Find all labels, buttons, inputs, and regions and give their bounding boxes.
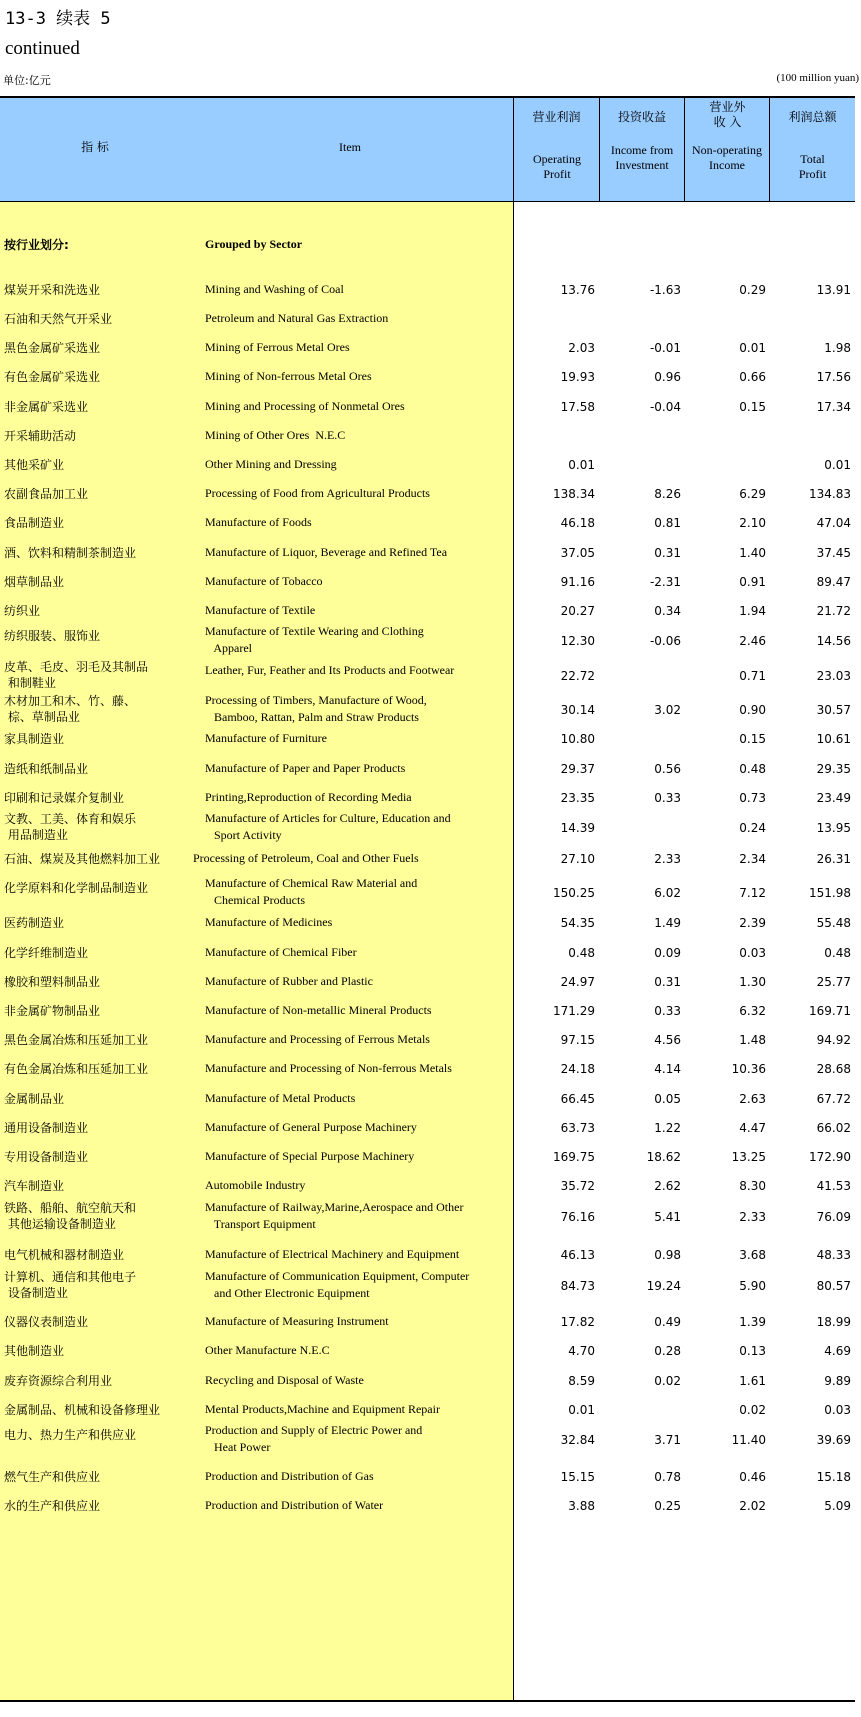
row-label-cn: 仪器仪表制造业 xyxy=(4,1315,89,1329)
row-label-cn: 水的生产和供应业 xyxy=(4,1499,101,1513)
value-cell: 18.99 xyxy=(816,1315,851,1329)
row-label-cn: 非金属矿采选业 xyxy=(4,400,89,414)
value-cell: 18.62 xyxy=(646,1150,681,1164)
row-label-cn: 黑色金属冶炼和压延加工业 xyxy=(4,1033,149,1047)
row-label-cn: 石油和天然气开采业 xyxy=(4,312,113,326)
row-label-cn: 计算机、通信和其他电子 设备制造业 xyxy=(4,1270,137,1300)
row-label-en: Processing of Petroleum, Coal and Other Fuels xyxy=(193,851,419,865)
value-cell: 0.02 xyxy=(654,1374,681,1388)
header-investment-income-en: Income from Investment xyxy=(610,143,674,172)
value-cell: 1.40 xyxy=(739,546,766,560)
row-label-en: Other Manufacture N.E.C xyxy=(205,1343,330,1357)
value-cell: 6.29 xyxy=(739,487,766,501)
value-cell: 4.14 xyxy=(654,1062,681,1076)
section-label-cn: 按行业划分: xyxy=(4,238,69,252)
row-label-en: Manufacture of Paper and Paper Products xyxy=(205,761,406,775)
row-label-en: Manufacture of Rubber and Plastic xyxy=(205,974,373,988)
value-cell: 2.34 xyxy=(739,852,766,866)
value-cell: 2.03 xyxy=(568,341,595,355)
value-cell: 2.39 xyxy=(739,916,766,930)
value-cell: 17.58 xyxy=(560,400,595,414)
value-cell: 138.34 xyxy=(553,487,595,501)
value-cell: 0.01 xyxy=(739,341,766,355)
row-label-cn: 皮革、毛皮、羽毛及其制品 和制鞋业 xyxy=(4,660,149,690)
value-cell: 0.01 xyxy=(568,1403,595,1417)
value-cell: 24.97 xyxy=(560,975,595,989)
value-cell: 63.73 xyxy=(560,1121,595,1135)
value-cell: 13.91 xyxy=(816,283,851,297)
value-cell: 10.61 xyxy=(816,732,851,746)
row-label-en: Manufacture of Chemical Raw Material and Chemical Products xyxy=(205,876,418,907)
value-cell: 1.22 xyxy=(654,1121,681,1135)
value-cell: 4.69 xyxy=(824,1344,851,1358)
value-cell: 171.29 xyxy=(553,1004,595,1018)
value-cell: 1.30 xyxy=(739,975,766,989)
value-cell: 3.71 xyxy=(654,1433,681,1447)
table-title: 13-3 续表 5 xyxy=(5,9,111,29)
row-label-en: Manufacture of Communication Equipment, Computer and Other Electronic Equipment xyxy=(205,1269,470,1300)
value-cell: 9.89 xyxy=(824,1374,851,1388)
row-label-en: Manufacture of Tobacco xyxy=(205,574,323,588)
row-label-en: Mining of Ferrous Metal Ores xyxy=(205,340,350,354)
value-cell: 22.72 xyxy=(560,669,595,683)
value-cell: 0.48 xyxy=(824,946,851,960)
value-cell: 11.40 xyxy=(731,1433,766,1447)
value-cell: 0.15 xyxy=(739,732,766,746)
value-cell: 67.72 xyxy=(816,1092,851,1106)
value-cell: 76.09 xyxy=(816,1210,851,1224)
value-cell: 0.24 xyxy=(739,821,766,835)
row-label-cn: 燃气生产和供应业 xyxy=(4,1470,101,1484)
value-cell: 0.33 xyxy=(654,1004,681,1018)
value-cell: 2.62 xyxy=(654,1179,681,1193)
value-cell: 84.73 xyxy=(560,1279,595,1293)
value-cell: 66.45 xyxy=(560,1092,595,1106)
table-row xyxy=(0,541,855,573)
value-cell: 0.01 xyxy=(568,458,595,472)
row-label-cn: 化学原料和化学制品制造业 xyxy=(4,881,149,895)
value-cell: 8.30 xyxy=(739,1179,766,1193)
value-cell: 15.15 xyxy=(560,1470,595,1484)
value-cell: 0.34 xyxy=(654,604,681,618)
value-cell: 0.46 xyxy=(739,1470,766,1484)
row-label-cn: 电气机械和器材制造业 xyxy=(4,1248,125,1262)
row-label-cn: 农副食品加工业 xyxy=(4,487,89,501)
row-label-en: Manufacture and Processing of Non-ferrous Metals xyxy=(205,1061,452,1075)
table-row xyxy=(0,395,855,427)
table-row xyxy=(0,1269,855,1309)
row-label-en: Recycling and Disposal of Waste xyxy=(205,1373,364,1387)
row-label-cn: 开采辅助活动 xyxy=(4,429,77,443)
value-cell: 0.48 xyxy=(568,946,595,960)
value-cell: 23.03 xyxy=(816,669,851,683)
value-cell: 2.33 xyxy=(739,1210,766,1224)
row-label-en: Leather, Fur, Feather and Its Products and Footwear xyxy=(205,663,455,677)
value-cell: 0.56 xyxy=(654,762,681,776)
unit-label-en: (100 million yuan) xyxy=(776,72,859,84)
unit-label-cn: 单位:亿元 xyxy=(3,74,51,87)
value-cell: 0.25 xyxy=(654,1499,681,1513)
value-cell: 1.61 xyxy=(739,1374,766,1388)
value-cell: 2.33 xyxy=(654,852,681,866)
table-row xyxy=(0,1339,855,1371)
value-cell: 4.70 xyxy=(568,1344,595,1358)
value-cell: 6.32 xyxy=(739,1004,766,1018)
table-row xyxy=(0,1145,855,1177)
value-cell: 1.98 xyxy=(824,341,851,355)
value-cell: 0.05 xyxy=(654,1092,681,1106)
value-cell: -2.31 xyxy=(649,575,681,589)
value-cell: 4.56 xyxy=(654,1033,681,1047)
value-cell: 8.26 xyxy=(654,487,681,501)
table-row xyxy=(0,278,855,310)
value-cell: 1.49 xyxy=(654,916,681,930)
table-row xyxy=(0,1310,855,1342)
value-cell: 6.02 xyxy=(654,886,681,900)
table-row xyxy=(0,1116,855,1148)
table-row xyxy=(0,1494,855,1526)
row-label-en: Manufacture of Special Purpose Machinery xyxy=(205,1149,415,1163)
value-cell: 0.96 xyxy=(654,370,681,384)
row-label-cn: 其他采矿业 xyxy=(4,458,65,472)
value-cell: 41.53 xyxy=(816,1179,851,1193)
value-cell: 26.31 xyxy=(816,852,851,866)
value-cell: 169.71 xyxy=(809,1004,851,1018)
value-cell: 0.03 xyxy=(739,946,766,960)
row-label-en: Manufacture of Chemical Fiber xyxy=(205,945,357,959)
value-cell: -0.06 xyxy=(649,634,681,648)
row-label-cn: 烟草制品业 xyxy=(4,575,65,589)
value-cell: 80.57 xyxy=(816,1279,851,1293)
header-rule xyxy=(0,201,855,202)
table-row xyxy=(0,570,855,602)
value-cell: 27.10 xyxy=(560,852,595,866)
row-label-cn: 有色金属冶炼和压延加工业 xyxy=(4,1062,149,1076)
value-cell: 20.27 xyxy=(560,604,595,618)
value-cell: 134.83 xyxy=(809,487,851,501)
value-cell: 14.39 xyxy=(560,821,595,835)
row-label-en: Automobile Industry xyxy=(205,1178,306,1192)
table-subtitle: continued xyxy=(5,38,80,59)
table-row xyxy=(0,1423,855,1463)
row-label-cn: 煤炭开采和洗选业 xyxy=(4,283,101,297)
row-label-en: Processing of Timbers, Manufacture of Wood, Bamboo, Rattan, Palm and Straw Products xyxy=(205,693,427,724)
row-label-cn: 其他制造业 xyxy=(4,1344,65,1358)
row-label-cn: 金属制品、机械和设备修理业 xyxy=(4,1403,161,1417)
row-label-en: Manufacture of Textile Wearing and Clothing Apparel xyxy=(205,624,424,655)
value-cell: 0.91 xyxy=(739,575,766,589)
value-cell: 0.71 xyxy=(739,669,766,683)
row-label-cn: 木材加工和木、竹、藤、 棕、草制品业 xyxy=(4,694,137,724)
value-cell: 0.49 xyxy=(654,1315,681,1329)
table-row xyxy=(0,999,855,1031)
table-row xyxy=(0,511,855,543)
row-label-en: Printing,Reproduction of Recording Media xyxy=(205,790,412,804)
row-label-cn: 纺织服装、服饰业 xyxy=(4,629,101,643)
value-cell: 8.59 xyxy=(568,1374,595,1388)
table-row xyxy=(0,424,855,456)
value-cell: 172.90 xyxy=(809,1150,851,1164)
top-rule xyxy=(0,96,855,98)
row-label-en: Manufacture of Articles for Culture, Education and Sport Activity xyxy=(205,811,451,842)
header-total-profit-cn: 利润总额 xyxy=(788,110,837,124)
value-cell: 55.48 xyxy=(816,916,851,930)
value-cell: 54.35 xyxy=(560,916,595,930)
row-label-cn: 橡胶和塑料制品业 xyxy=(4,975,101,989)
header-non-operating-income-cn: 营业外 收 入 xyxy=(709,100,746,129)
header-non-operating-income-en: Non-operating Income xyxy=(692,143,762,172)
row-label-cn: 食品制造业 xyxy=(4,516,65,530)
value-cell: 37.05 xyxy=(560,546,595,560)
row-label-en: Manufacture of Textile xyxy=(205,603,316,617)
table-row xyxy=(0,482,855,514)
row-label-en: Manufacture of Electrical Machinery and Equipment xyxy=(205,1247,460,1261)
value-cell: 46.13 xyxy=(560,1248,595,1262)
row-label-en: Manufacture of Medicines xyxy=(205,915,333,929)
value-cell: 0.73 xyxy=(739,791,766,805)
value-cell: 15.18 xyxy=(816,1470,851,1484)
value-cell: 30.14 xyxy=(560,703,595,717)
value-cell: -0.01 xyxy=(649,341,681,355)
value-cell: 0.01 xyxy=(824,458,851,472)
value-cell: 19.24 xyxy=(646,1279,681,1293)
row-label-cn: 造纸和纸制品业 xyxy=(4,762,89,776)
value-cell: 1.94 xyxy=(739,604,766,618)
row-label-en: Production and Supply of Electric Power and Heat Power xyxy=(205,1423,423,1454)
value-cell: 0.02 xyxy=(739,1403,766,1417)
value-cell: 1.39 xyxy=(739,1315,766,1329)
bottom-rule xyxy=(0,1700,855,1702)
value-cell: 30.57 xyxy=(816,703,851,717)
row-label-en: Manufacture of Measuring Instrument xyxy=(205,1314,389,1328)
value-cell: 47.04 xyxy=(816,516,851,530)
table-row xyxy=(0,307,855,339)
value-cell: 0.66 xyxy=(739,370,766,384)
value-cell: 28.68 xyxy=(816,1062,851,1076)
table-row xyxy=(0,911,855,943)
row-label-en: Manufacture of Foods xyxy=(205,515,312,529)
row-label-en: Mental Products,Machine and Equipment Repair xyxy=(205,1402,440,1416)
row-label-cn: 电力、热力生产和供应业 xyxy=(4,1428,137,1442)
value-cell: 17.56 xyxy=(816,370,851,384)
value-cell: 19.93 xyxy=(560,370,595,384)
row-label-cn: 汽车制造业 xyxy=(4,1179,65,1193)
row-label-en: Manufacture of General Purpose Machinery xyxy=(205,1120,417,1134)
table-row xyxy=(0,757,855,789)
row-label-cn: 通用设备制造业 xyxy=(4,1121,89,1135)
row-label-cn: 纺织业 xyxy=(4,604,41,618)
row-label-en: Manufacture of Liquor, Beverage and Refined Tea xyxy=(205,545,448,559)
table-row xyxy=(0,1087,855,1119)
table-row xyxy=(0,624,855,664)
row-label-en: Mining and Processing of Nonmetal Ores xyxy=(205,399,405,413)
row-label-cn: 黑色金属矿采选业 xyxy=(4,341,101,355)
value-cell: 2.63 xyxy=(739,1092,766,1106)
value-cell: 24.18 xyxy=(560,1062,595,1076)
value-cell: 39.69 xyxy=(816,1433,851,1447)
value-cell: 46.18 xyxy=(560,516,595,530)
value-cell: 5.09 xyxy=(824,1499,851,1513)
value-cell: 0.09 xyxy=(654,946,681,960)
value-cell: 13.25 xyxy=(731,1150,766,1164)
value-cell: 10.80 xyxy=(560,732,595,746)
header-item-en: Item xyxy=(339,140,361,154)
value-cell: 17.34 xyxy=(816,400,851,414)
section-row xyxy=(0,236,855,256)
value-cell: 4.47 xyxy=(739,1121,766,1135)
table-row xyxy=(0,1200,855,1240)
value-cell: 37.45 xyxy=(816,546,851,560)
value-cell: 0.98 xyxy=(654,1248,681,1262)
value-cell: -1.63 xyxy=(649,283,681,297)
value-cell: 89.47 xyxy=(816,575,851,589)
value-cell: 17.82 xyxy=(560,1315,595,1329)
value-cell: 91.16 xyxy=(560,575,595,589)
row-label-en: Production and Distribution of Water xyxy=(205,1498,384,1512)
row-label-en: Manufacture and Processing of Ferrous Metals xyxy=(205,1032,430,1046)
value-cell: 5.41 xyxy=(654,1210,681,1224)
row-label-en: Mining and Washing of Coal xyxy=(205,282,344,296)
header-operating-profit-cn: 营业利润 xyxy=(532,110,581,124)
table-row xyxy=(0,365,855,397)
row-label-cn: 家具制造业 xyxy=(4,732,65,746)
value-cell: 3.68 xyxy=(739,1248,766,1262)
row-label-cn: 医药制造业 xyxy=(4,916,65,930)
value-cell: 3.88 xyxy=(568,1499,595,1513)
table-row xyxy=(0,1369,855,1401)
row-label-cn: 石油、煤炭及其他燃料加工业 xyxy=(4,852,161,866)
value-cell: 2.10 xyxy=(739,516,766,530)
row-label-en: Manufacture of Furniture xyxy=(205,731,327,745)
value-cell: 10.36 xyxy=(731,1062,766,1076)
table-row xyxy=(0,453,855,485)
row-label-en: Petroleum and Natural Gas Extraction xyxy=(205,311,389,325)
value-cell: -0.04 xyxy=(649,400,681,414)
row-label-cn: 非金属矿物制品业 xyxy=(4,1004,101,1018)
table-row xyxy=(0,336,855,368)
value-cell: 0.31 xyxy=(654,546,681,560)
value-cell: 76.16 xyxy=(560,1210,595,1224)
value-cell: 23.49 xyxy=(816,791,851,805)
value-cell: 32.84 xyxy=(560,1433,595,1447)
value-cell: 5.90 xyxy=(739,1279,766,1293)
value-cell: 13.95 xyxy=(816,821,851,835)
row-label-cn: 铁路、船舶、航空航天和 其他运输设备制造业 xyxy=(4,1201,137,1231)
row-label-en: Manufacture of Railway,Marine,Aerospace and Other Transport Equipment xyxy=(205,1200,464,1231)
row-label-cn: 化学纤维制造业 xyxy=(4,946,89,960)
value-cell: 0.78 xyxy=(654,1470,681,1484)
section-label-en: Grouped by Sector xyxy=(205,237,303,251)
header-total-profit-en: Total Profit xyxy=(798,152,827,181)
value-cell: 0.81 xyxy=(654,516,681,530)
table-row xyxy=(0,727,855,759)
table-row xyxy=(0,811,855,851)
row-label-cn: 文教、工美、体育和娱乐 用品制造业 xyxy=(4,812,137,842)
header-indicator-cn: 指 标 xyxy=(81,140,109,154)
value-cell: 0.13 xyxy=(739,1344,766,1358)
value-cell: 3.02 xyxy=(654,703,681,717)
value-cell: 0.03 xyxy=(824,1403,851,1417)
row-label-cn: 有色金属矿采选业 xyxy=(4,370,101,384)
value-cell: 21.72 xyxy=(816,604,851,618)
row-label-cn: 金属制品业 xyxy=(4,1092,65,1106)
value-cell: 150.25 xyxy=(553,886,595,900)
row-label-en: Mining of Non-ferrous Metal Ores xyxy=(205,369,372,383)
row-label-en: Manufacture of Non-metallic Mineral Products xyxy=(205,1003,432,1017)
row-label-en: Production and Distribution of Gas xyxy=(205,1469,374,1483)
row-label-en: Processing of Food from Agricultural Products xyxy=(205,486,430,500)
column-divider xyxy=(684,96,685,202)
value-cell: 7.12 xyxy=(739,886,766,900)
value-cell: 97.15 xyxy=(560,1033,595,1047)
row-label-cn: 专用设备制造业 xyxy=(4,1150,89,1164)
value-cell: 48.33 xyxy=(816,1248,851,1262)
value-cell: 0.48 xyxy=(739,762,766,776)
row-label-cn: 印刷和记录媒介复制业 xyxy=(4,791,125,805)
value-cell: 29.35 xyxy=(816,762,851,776)
value-cell: 0.28 xyxy=(654,1344,681,1358)
value-cell: 23.35 xyxy=(560,791,595,805)
value-cell: 94.92 xyxy=(816,1033,851,1047)
row-label-en: Manufacture of Metal Products xyxy=(205,1091,356,1105)
table-row xyxy=(0,941,855,973)
table-row xyxy=(0,1057,855,1089)
value-cell: 0.90 xyxy=(739,703,766,717)
value-cell: 2.46 xyxy=(739,634,766,648)
row-label-cn: 酒、饮料和精制茶制造业 xyxy=(4,546,137,560)
value-cell: 2.02 xyxy=(739,1499,766,1513)
header-operating-profit-en: Operating Profit xyxy=(533,152,581,181)
value-cell: 12.30 xyxy=(560,634,595,648)
value-cell: 0.29 xyxy=(739,283,766,297)
header-investment-income-cn: 投资收益 xyxy=(617,110,666,124)
value-cell: 0.15 xyxy=(739,400,766,414)
table-row xyxy=(0,1465,855,1497)
value-cell: 0.33 xyxy=(654,791,681,805)
value-cell: 169.75 xyxy=(553,1150,595,1164)
value-cell: 29.37 xyxy=(560,762,595,776)
data-table xyxy=(0,96,861,1702)
value-cell: 25.77 xyxy=(816,975,851,989)
value-cell: 14.56 xyxy=(816,634,851,648)
table-row xyxy=(0,1028,855,1060)
row-label-en: Mining of Other Ores N.E.C xyxy=(205,428,346,442)
table-row xyxy=(0,876,855,916)
value-cell: 151.98 xyxy=(809,886,851,900)
value-cell: 13.76 xyxy=(560,283,595,297)
value-cell: 35.72 xyxy=(560,1179,595,1193)
value-cell: 1.48 xyxy=(739,1033,766,1047)
value-cell: 66.02 xyxy=(816,1121,851,1135)
row-label-cn: 废弃资源综合利用业 xyxy=(4,1374,113,1388)
table-row xyxy=(0,970,855,1002)
value-cell: 0.31 xyxy=(654,975,681,989)
row-label-en: Other Mining and Dressing xyxy=(205,457,337,471)
